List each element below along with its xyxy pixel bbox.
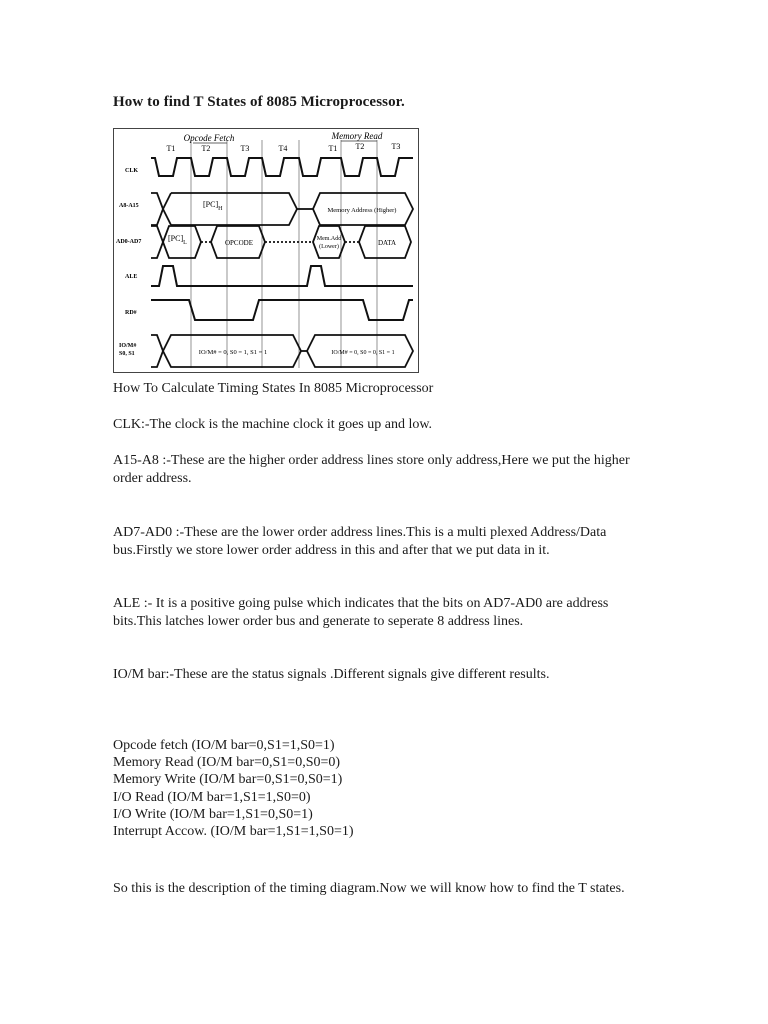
a15-a8-description: A15-A8 :-These are the higher order address lines store only address,Here we put the higher order address. [113, 453, 630, 486]
diagram-caption: How To Calculate Timing States In 8085 Microprocessor [113, 381, 434, 396]
pc-low-label: $[PC]_L$ [168, 234, 187, 246]
list-item: Opcode fetch (IO/M bar=0,S1=1,S0=1) [113, 738, 335, 753]
page-title: How to find T States of 8085 Microprocessor. [113, 94, 405, 110]
t-label: T1 [328, 144, 338, 153]
signal-label: A8-A15 [119, 203, 139, 209]
ale-description: ALE :- It is a positive going pulse which indicates that the bits on AD7-AD0 are address bits.This latches lower order bus and generate to seperate 8 address lines. [113, 596, 609, 629]
ad7-ad0-description: AD7-AD0 :-These are the lower order address lines.This is a multi plexed Address/Data bus.Firstly we store lower order address in this and after that we put data in it. [113, 525, 607, 558]
signal-label: IO/M# [119, 343, 137, 349]
memory-read-label: Memory Read [331, 131, 383, 141]
t-label: T2 [355, 142, 365, 151]
memory-address-high-label: Memory Address (Higher) [327, 207, 397, 214]
list-item: Memory Write (IO/M bar=0,S1=0,S0=1) [113, 772, 343, 788]
list-item: I/O Write (IO/M bar=1,S1=0,S0=1) [113, 806, 313, 822]
list-item: Interrupt Accow. (IO/M bar=1,S1=1,S0=1) [113, 824, 354, 840]
summary-paragraph: So this is the description of the timing diagram.Now we will know how to find the T states. [113, 881, 625, 896]
t-label: T4 [278, 144, 288, 153]
t-label: T3 [240, 144, 250, 153]
signal-label: CLK [125, 168, 139, 174]
list-item: I/O Read (IO/M bar=1,S1=1,S0=0) [113, 789, 311, 805]
pc-high-label: $[PC]_H$ [203, 200, 223, 212]
signal-label: AD0-AD7 [116, 239, 142, 245]
status-fetch-label: IO/M# = 0, S0 = 1, S1 = 1 [198, 349, 268, 356]
opcode-label: OPCODE [224, 239, 254, 247]
status-read-label: IO/M# = 0, S0 = 0, S1 = 1 [331, 350, 395, 356]
list-item: Memory Read (IO/M bar=0,S1=0,S0=0) [113, 755, 341, 771]
signal-label: ALE [125, 274, 138, 280]
clk-description: CLK:-The clock is the machine clock it goes up and low. [113, 417, 433, 432]
t-label: T2 [201, 144, 211, 153]
t-label: T1 [166, 144, 176, 153]
data-label: DATA [377, 239, 397, 247]
status-signal-list [113, 737, 354, 840]
iom-description: IO/M bar:-These are the status signals .Different signals give different results. [113, 667, 550, 682]
signal-label: RD# [125, 310, 137, 316]
timing-diagram [113, 128, 419, 373]
opcode-fetch-label: Opcode Fetch [183, 133, 235, 143]
mem-add-low-label-1: Mem.Add [316, 236, 342, 242]
signal-label: S0, S1 [119, 351, 135, 357]
t-label: T3 [391, 142, 401, 151]
mem-add-low-label-2: (Lower) [319, 244, 339, 250]
